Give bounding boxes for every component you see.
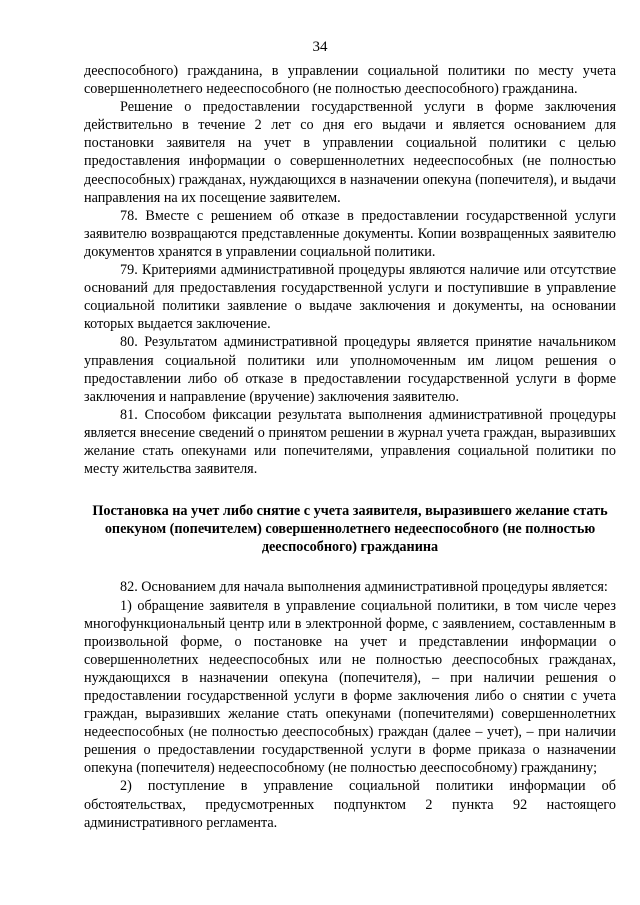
list-item-1: 1) обращение заявителя в управление социальной политики, в том числе через многофункциональный центр или в электронной форме, с заявлением, составленным в произвольной форме, о постановке на учет и представлении информации о совершеннолетних недееспособных или не полностью дееспособных гражданах, нуждающихся в назначении опекуна (попечителя), – при наличии решения о предоставлении государственной услуги в форме заключения либо о снятии с учета граждан, выразивших желание стать опекунами (попечителями) совершеннолетних недееспособных (не полностью дееспособных) граждан (далее – учет), – при наличии решения о предоставлении государственной услуги в форме приказа о назначении опекуна (попечителя) недееспособному (не полностью дееспособному) гражданину; xyxy=(84,597,616,777)
paragraph-78: 78. Вместе с решением об отказе в предоставлении государственной услуги заявителю возвращаются представленные документы. Копии возвращенных заявителю документов хранятся в управлении социальной политики. xyxy=(84,207,616,260)
section-heading: Постановка на учет либо снятие с учета заявителя, выразившего желание стать опекуном (попечителем) совершеннолетнего недееспособного (не полностью дееспособного) гражданина xyxy=(92,503,608,556)
paragraph-decision-validity: Решение о предоставлении государственной услуги в форме заключения действительно в течение 2 лет со дня его выдачи и является основанием для постановки заявителя на учет в управлении социальной политики с целью предоставления информации о совершеннолетних недееспособных (не полностью дееспособных) гражданах, нуждающихся в назначении опекуна (попечителя), и выдачи направления на их посещение заявителем. xyxy=(84,99,616,206)
list-item-2: 2) поступление в управление социальной политики информации об обстоятельствах, предусмотренных подпунктом 2 пункта 92 настоящего административного регламента. xyxy=(84,778,616,831)
paragraph-80: 80. Результатом административной процедуры является принятие начальником управления социальной политики или уполномоченным им лицом решения о предоставлении либо об отказе в предоставлении государственной услуги в форме заключения и направление (вручение) заключения заявителю. xyxy=(84,334,616,405)
paragraph-82: 82. Основанием для начала выполнения административной процедуры является: xyxy=(120,579,608,596)
page-number: 34 xyxy=(312,39,328,55)
paragraph-81: 81. Способом фиксации результата выполнения административной процедуры является внесение сведений о принятом решении в журнал учета граждан, выразивших желание стать опекунами или попечителями, управления социальной политики по месту жительства заявителя. xyxy=(84,406,616,478)
document-body xyxy=(84,62,616,832)
paragraph-continuation: дееспособного) гражданина, в управлении социальной политики по месту учета совершеннолетнего недееспособного (не полностью дееспособного) гражданина. xyxy=(84,63,616,98)
paragraph-79: 79. Критериями административной процедуры являются наличие или отсутствие оснований для предоставления государственной услуги и поступившие в управление социальной политики заявление о выдаче заключения и документы, на основании которых выдается заключение. xyxy=(84,262,616,333)
